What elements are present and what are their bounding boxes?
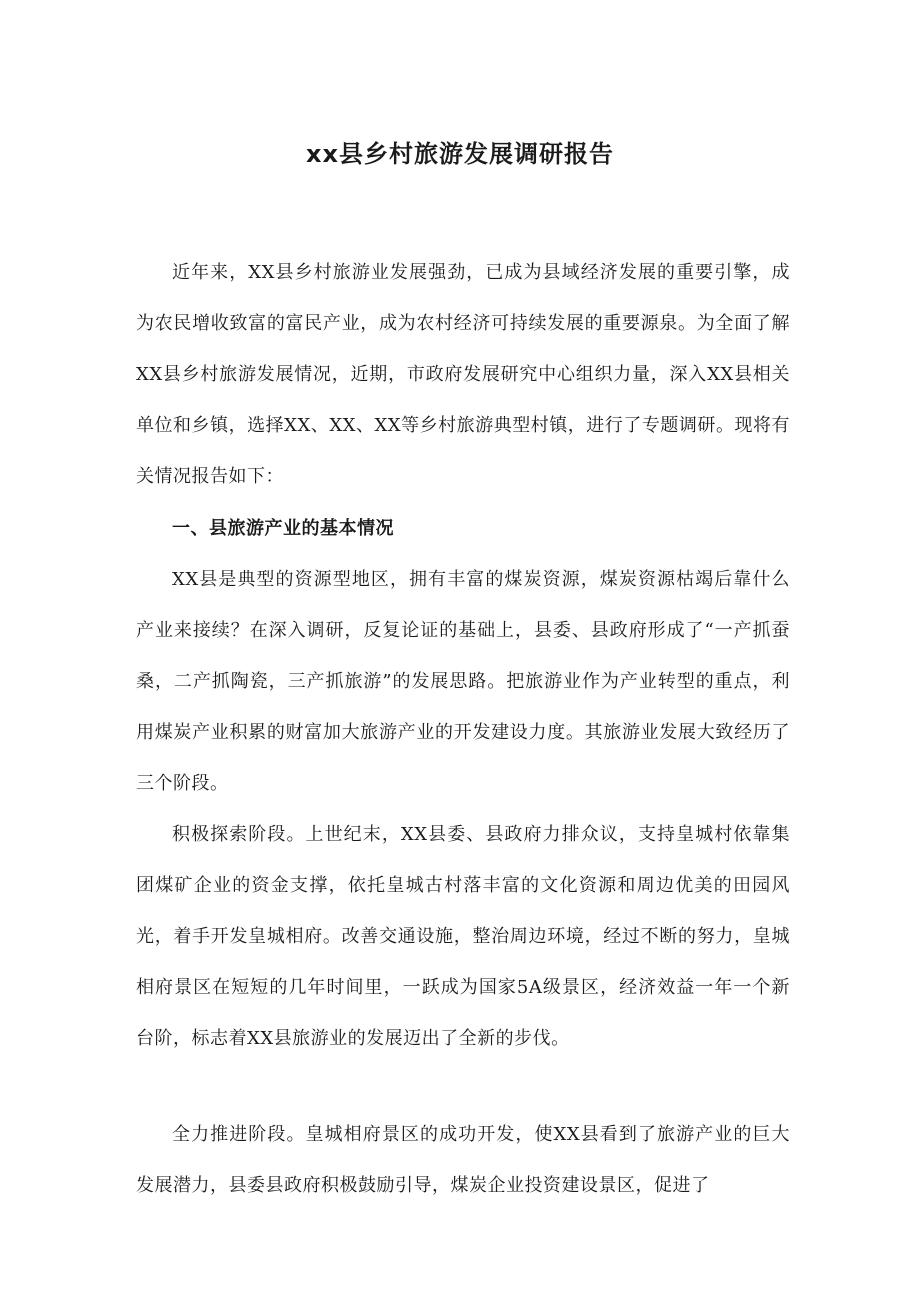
section-heading: 一、县旅游产业的基本情况 <box>172 518 394 539</box>
paragraph-exploration-stage: 积极探索阶段。上世纪末，XX县委、县政府力排众议，支持皇城村依靠集团煤矿企业的资金支撑，依托皇城古村落丰富的文化资源和周边优美的田园风光，着手开发皇城相府。改善交通设施，整治周边环境，经过不断的努力，皇城相府景区在短短的几年时间里，一跃成为国家5A级景区，经济效益一年一个新台阶，标志着XX县旅游业的发展迈出了全新的步伐。 <box>136 824 790 1049</box>
document-body <box>136 247 790 1211</box>
document-title: xx县乡村旅游发展调研报告 <box>306 140 614 168</box>
paragraph-overview: XX县是典型的资源型地区，拥有丰富的煤炭资源，煤炭资源枯竭后靠什么产业来接续？在深入调研，反复论证的基础上，县委、县政府形成了“一产抓蚕桑，二产抓陶瓷，三产抓旅游”的发展思路。把旅游业作为产业转型的重点，利用煤炭产业积累的财富加大旅游产业的开发建设力度。其旅游业发展大致经历了三个阶段。 <box>136 569 790 794</box>
paragraph-promotion-stage: 全力推进阶段。皇城相府景区的成功开发，使XX县看到了旅游产业的巨大发展潜力，县委县政府积极鼓励引导，煤炭企业投资建设景区，促进了 <box>136 1124 790 1196</box>
paragraph-intro: 近年来，XX县乡村旅游业发展强劲，已成为县域经济发展的重要引擎，成为农民增收致富的富民产业，成为农村经济可持续发展的重要源泉。为全面了解XX县乡村旅游发展情况，近期，市政府发展研究中心组织力量，深入XX县相关单位和乡镇，选择XX、XX、XX等乡村旅游典型村镇，进行了专题调研。现将有关情况报告如下： <box>136 262 790 487</box>
